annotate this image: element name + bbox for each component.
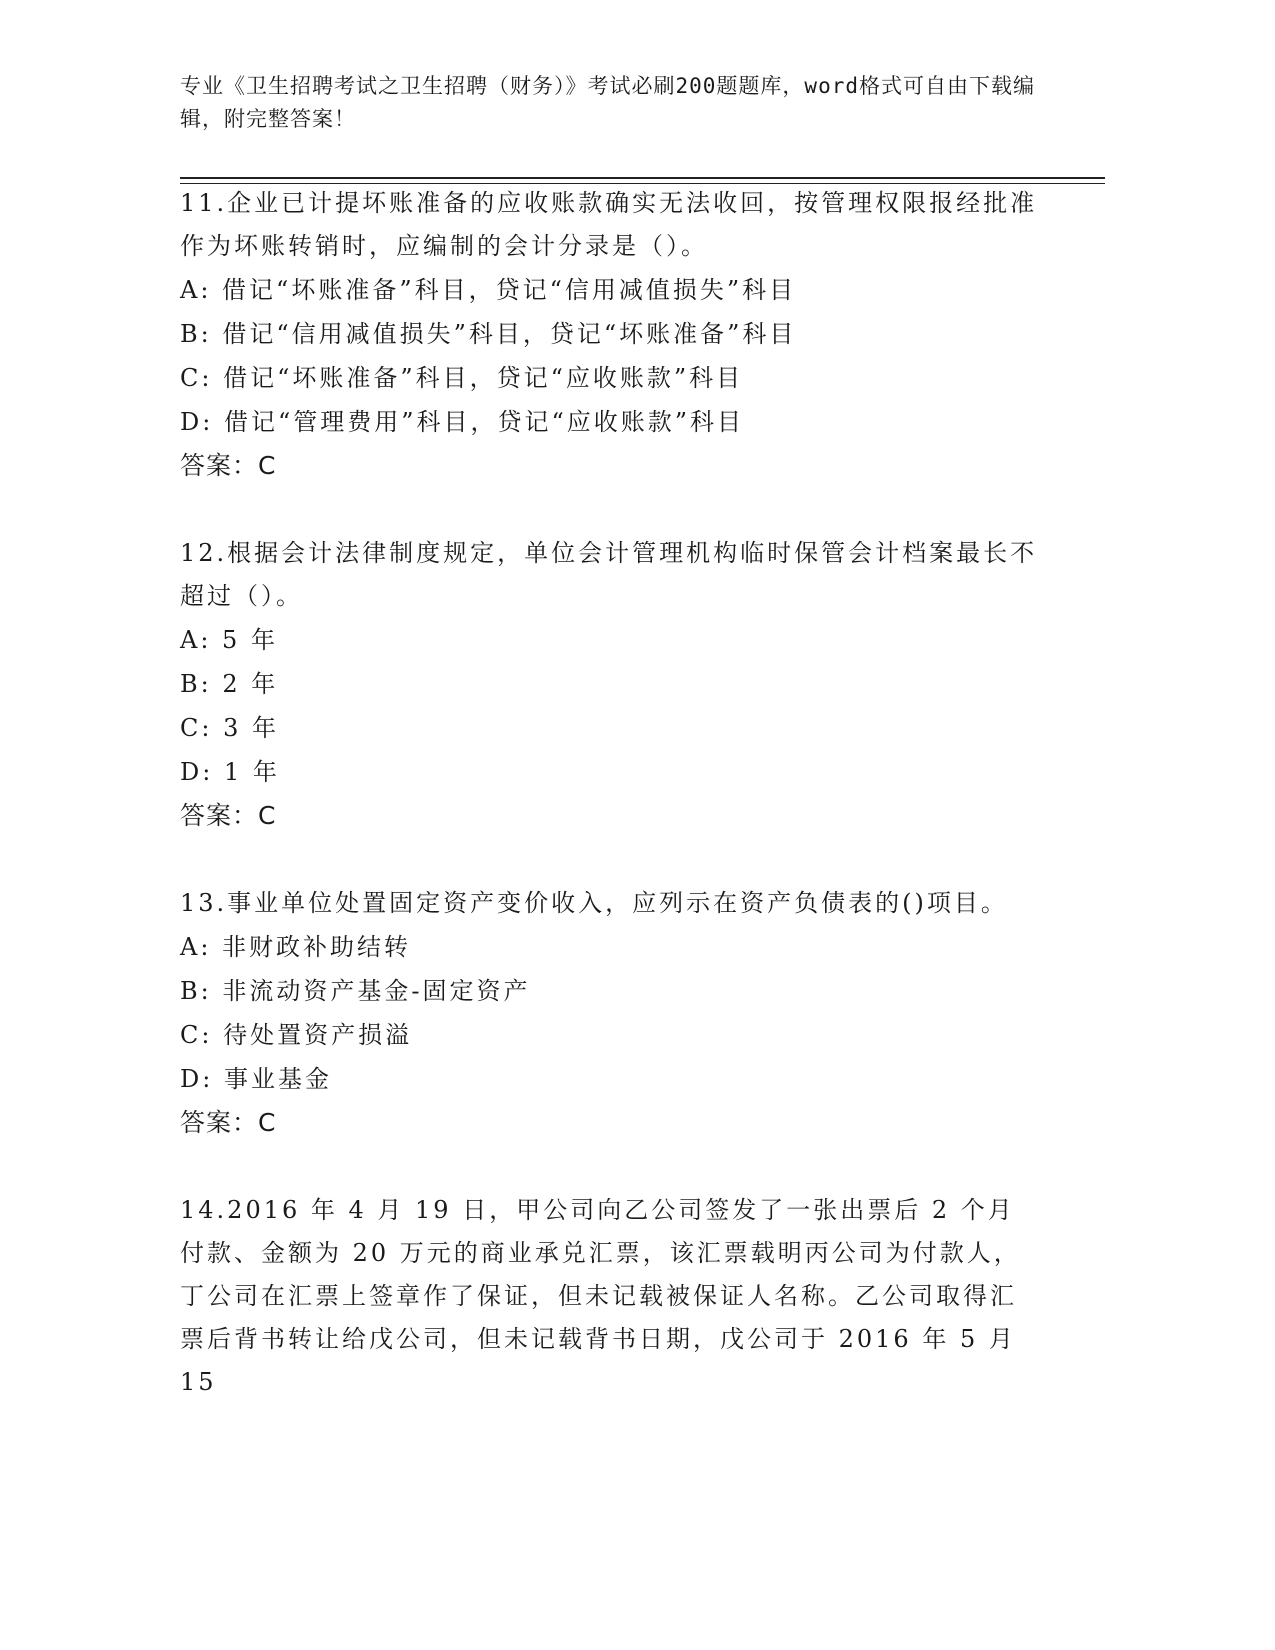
option-d: D: 借记“管理费用”科目，贷记“应收账款”科目 (180, 408, 745, 436)
answer-line: 答案：C (180, 451, 277, 480)
question-stem: 14.2016 年 4 月 19 日，甲公司向乙公司签发了一张出票后 2 个月付款、金额为 20 万元的商业承兑汇票，该汇票载明丙公司为付款人，丁公司在汇票上签章作了保证，但未记载被保证人名称。乙公司取得汇票后背书转让给戊公司，但未记载背书日期，戊公司于 2016 年 5 月 15 (180, 1196, 1021, 1396)
option-a: A: 借记“坏账准备”科目，贷记“信用减值损失”科目 (180, 276, 797, 304)
question-11 (180, 182, 1040, 488)
question-14 (180, 1189, 1040, 1404)
option-a: A: 5 年 (180, 626, 278, 654)
option-c: C: 3 年 (180, 714, 279, 742)
answer-line: 答案：C (180, 801, 277, 830)
question-list (180, 182, 1040, 1448)
question-13 (180, 882, 1040, 1145)
option-a: A: 非财政补助结转 (180, 933, 412, 961)
question-stem: 11.企业已计提坏账准备的应收账款确实无法收回，按管理权限报经批准作为坏账转销时，应编制的会计分录是（）。 (180, 189, 1038, 260)
question-stem: 12.根据会计法律制度规定，单位会计管理机构临时保管会计档案最长不超过（）。 (180, 539, 1038, 610)
option-b: B: 2 年 (180, 670, 279, 698)
question-stem: 13.事业单位处置固定资产变价收入，应列示在资产负债表的()项目。 (180, 889, 1008, 917)
option-b: B: 非流动资产基金-固定资产 (180, 977, 531, 1005)
option-d: D: 1 年 (180, 758, 280, 786)
option-d: D: 事业基金 (180, 1065, 332, 1093)
option-c: C: 待处置资产损溢 (180, 1021, 413, 1049)
header-divider-thick (180, 177, 1105, 179)
option-c: C: 借记“坏账准备”科目，贷记“应收账款”科目 (180, 364, 744, 392)
option-b: B: 借记“信用减值损失”科目，贷记“坏账准备”科目 (180, 320, 797, 348)
answer-line: 答案：C (180, 1108, 277, 1137)
document-header: 专业《卫生招聘考试之卫生招聘（财务）》考试必刷200题题库，word格式可自由下载编辑，附完整答案！ (180, 74, 1035, 131)
question-12 (180, 532, 1040, 838)
